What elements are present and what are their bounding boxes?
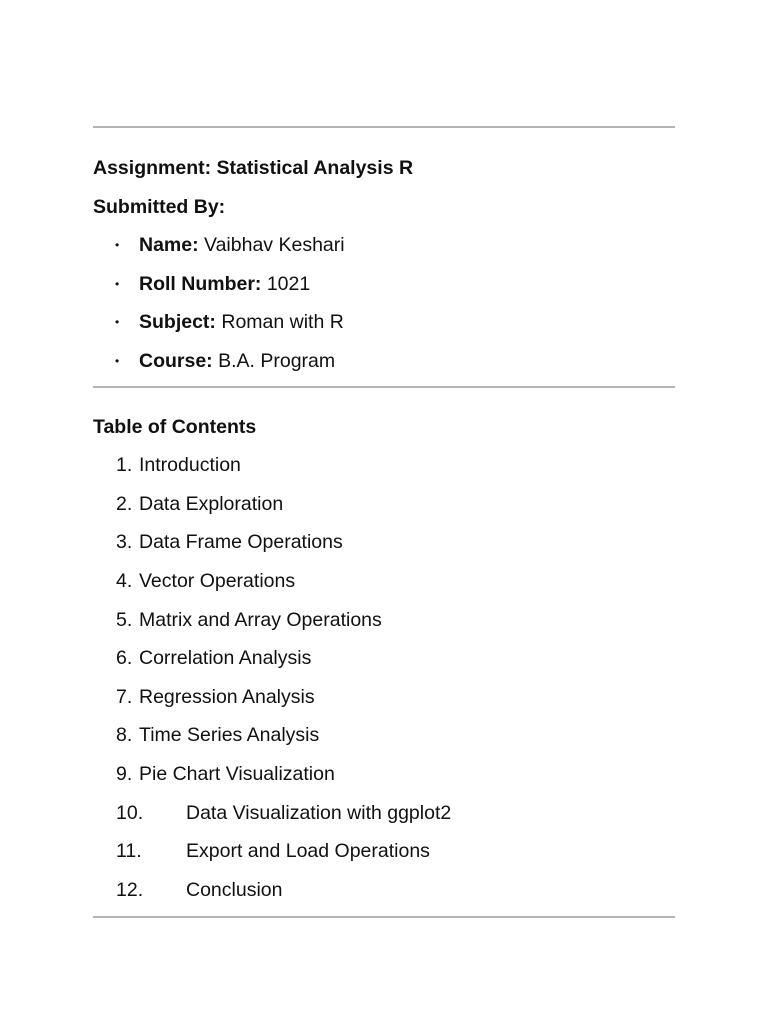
toc-item-text: Pie Chart Visualization	[139, 762, 335, 785]
detail-name	[93, 226, 675, 265]
toc-item-text: Correlation Analysis	[139, 647, 312, 670]
toc-item-text: Export and Load Operations	[186, 840, 430, 863]
toc-item-number: 5.	[116, 608, 133, 631]
toc-item-text: Vector Operations	[139, 569, 296, 592]
detail-label: Roll Number:	[139, 272, 262, 295]
detail-roll-number	[93, 265, 675, 304]
toc-item	[93, 523, 675, 562]
submitted-by-heading: Submitted By:	[93, 195, 226, 218]
bullet-icon: •	[115, 276, 120, 291]
bottom-divider	[93, 916, 675, 918]
toc-item-text: Conclusion	[186, 878, 283, 901]
toc-item-number: 11.	[116, 840, 142, 863]
toc-title: Table of Contents	[93, 415, 257, 438]
toc-item-number: 8.	[116, 724, 133, 747]
toc-item	[93, 678, 675, 717]
toc-item-number: 12.	[116, 878, 144, 901]
toc-item	[93, 446, 675, 485]
toc-item	[93, 871, 675, 910]
bullet-icon: •	[115, 238, 120, 253]
toc-item-number: 1.	[116, 454, 133, 477]
toc-item-text: Data Frame Operations	[139, 531, 343, 554]
toc-item	[93, 832, 675, 871]
toc-item-text: Data Exploration	[139, 492, 284, 515]
toc-item-text: Data Visualization with ggplot2	[186, 801, 452, 824]
toc-item-text: Introduction	[139, 454, 241, 477]
bullet-icon: •	[115, 315, 120, 330]
toc-item-number: 9.	[116, 762, 133, 785]
toc-item-text: Time Series Analysis	[139, 724, 320, 747]
toc-item-text: Regression Analysis	[139, 685, 315, 708]
middle-divider	[93, 386, 675, 388]
detail-label: Course:	[139, 349, 213, 372]
toc-item	[93, 601, 675, 640]
detail-value: Roman with R	[215, 311, 344, 334]
detail-course	[93, 342, 675, 381]
detail-value: B.A. Program	[212, 349, 336, 372]
toc-item-number: 4.	[116, 569, 133, 592]
bullet-icon: •	[115, 353, 120, 368]
detail-label: Subject:	[139, 311, 216, 334]
assignment-title: Assignment: Statistical Analysis R	[93, 157, 414, 179]
toc-item-number: 10.	[116, 801, 144, 824]
toc-item	[93, 562, 675, 601]
toc-item-text: Matrix and Array Operations	[139, 608, 382, 631]
toc-item	[93, 794, 675, 833]
toc-item	[93, 639, 675, 678]
toc-item	[93, 485, 675, 524]
toc-item-number: 7.	[116, 685, 133, 708]
toc-item	[93, 716, 675, 755]
top-divider	[93, 126, 675, 128]
toc-item-number: 6.	[116, 647, 133, 670]
document-page	[93, 126, 675, 918]
detail-label: Name:	[139, 234, 199, 257]
toc-list	[93, 446, 675, 909]
toc-item	[93, 755, 675, 794]
submission-details-list	[93, 226, 675, 380]
toc-item-number: 2.	[116, 492, 133, 515]
detail-subject	[93, 303, 675, 342]
detail-value: Vaibhav Keshari	[198, 234, 345, 257]
toc-item-number: 3.	[116, 531, 133, 554]
detail-value: 1021	[261, 272, 311, 295]
